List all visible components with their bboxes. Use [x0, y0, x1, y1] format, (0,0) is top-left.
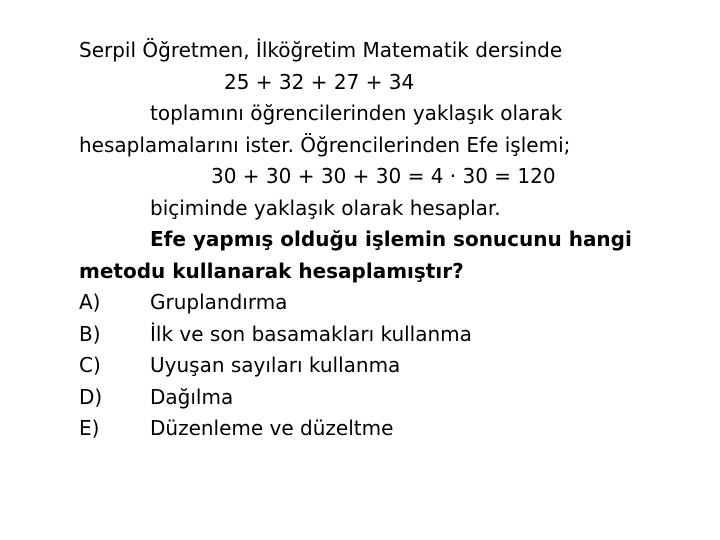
- option-letter: B): [79, 321, 101, 346]
- question-line-4: hesaplamalarını ister. Öğrencilerinden Efe işlemi;: [79, 132, 571, 157]
- option-text: İlk ve son basamakları kullanma: [150, 321, 472, 346]
- option-text: Uyuşan sayıları kullanma: [150, 353, 401, 377]
- question-line-3: toplamını öğrencilerinden yaklaşık olarak: [150, 101, 563, 125]
- option-letter: D): [79, 384, 103, 409]
- question-line-6: biçiminde yaklaşık olarak hesaplar.: [150, 195, 501, 220]
- option-b[interactable]: [79, 319, 679, 351]
- option-c[interactable]: [79, 350, 679, 382]
- question-block: [79, 35, 679, 445]
- question-prompt-line-1: Efe yapmış olduğu işlemin sonucunu hangi: [150, 227, 632, 251]
- option-letter: C): [79, 353, 101, 377]
- option-letter: E): [79, 416, 100, 440]
- option-d[interactable]: [79, 382, 679, 414]
- option-text: Gruplandırma: [150, 290, 288, 314]
- option-a[interactable]: [79, 287, 679, 319]
- option-e[interactable]: [79, 413, 679, 445]
- estimate-expression: 30 + 30 + 30 + 30 = 4 · 30 = 120: [211, 164, 556, 188]
- option-letter: A): [79, 290, 101, 314]
- question-intro: Serpil Öğretmen, İlköğretim Matematik dersinde: [79, 38, 563, 62]
- option-text: Dağılma: [150, 384, 234, 409]
- question-prompt-line-2: metodu kullanarak hesaplamıştır?: [79, 258, 464, 283]
- option-text: Düzenleme ve düzeltme: [150, 416, 394, 440]
- sum-expression: 25 + 32 + 27 + 34: [224, 69, 415, 94]
